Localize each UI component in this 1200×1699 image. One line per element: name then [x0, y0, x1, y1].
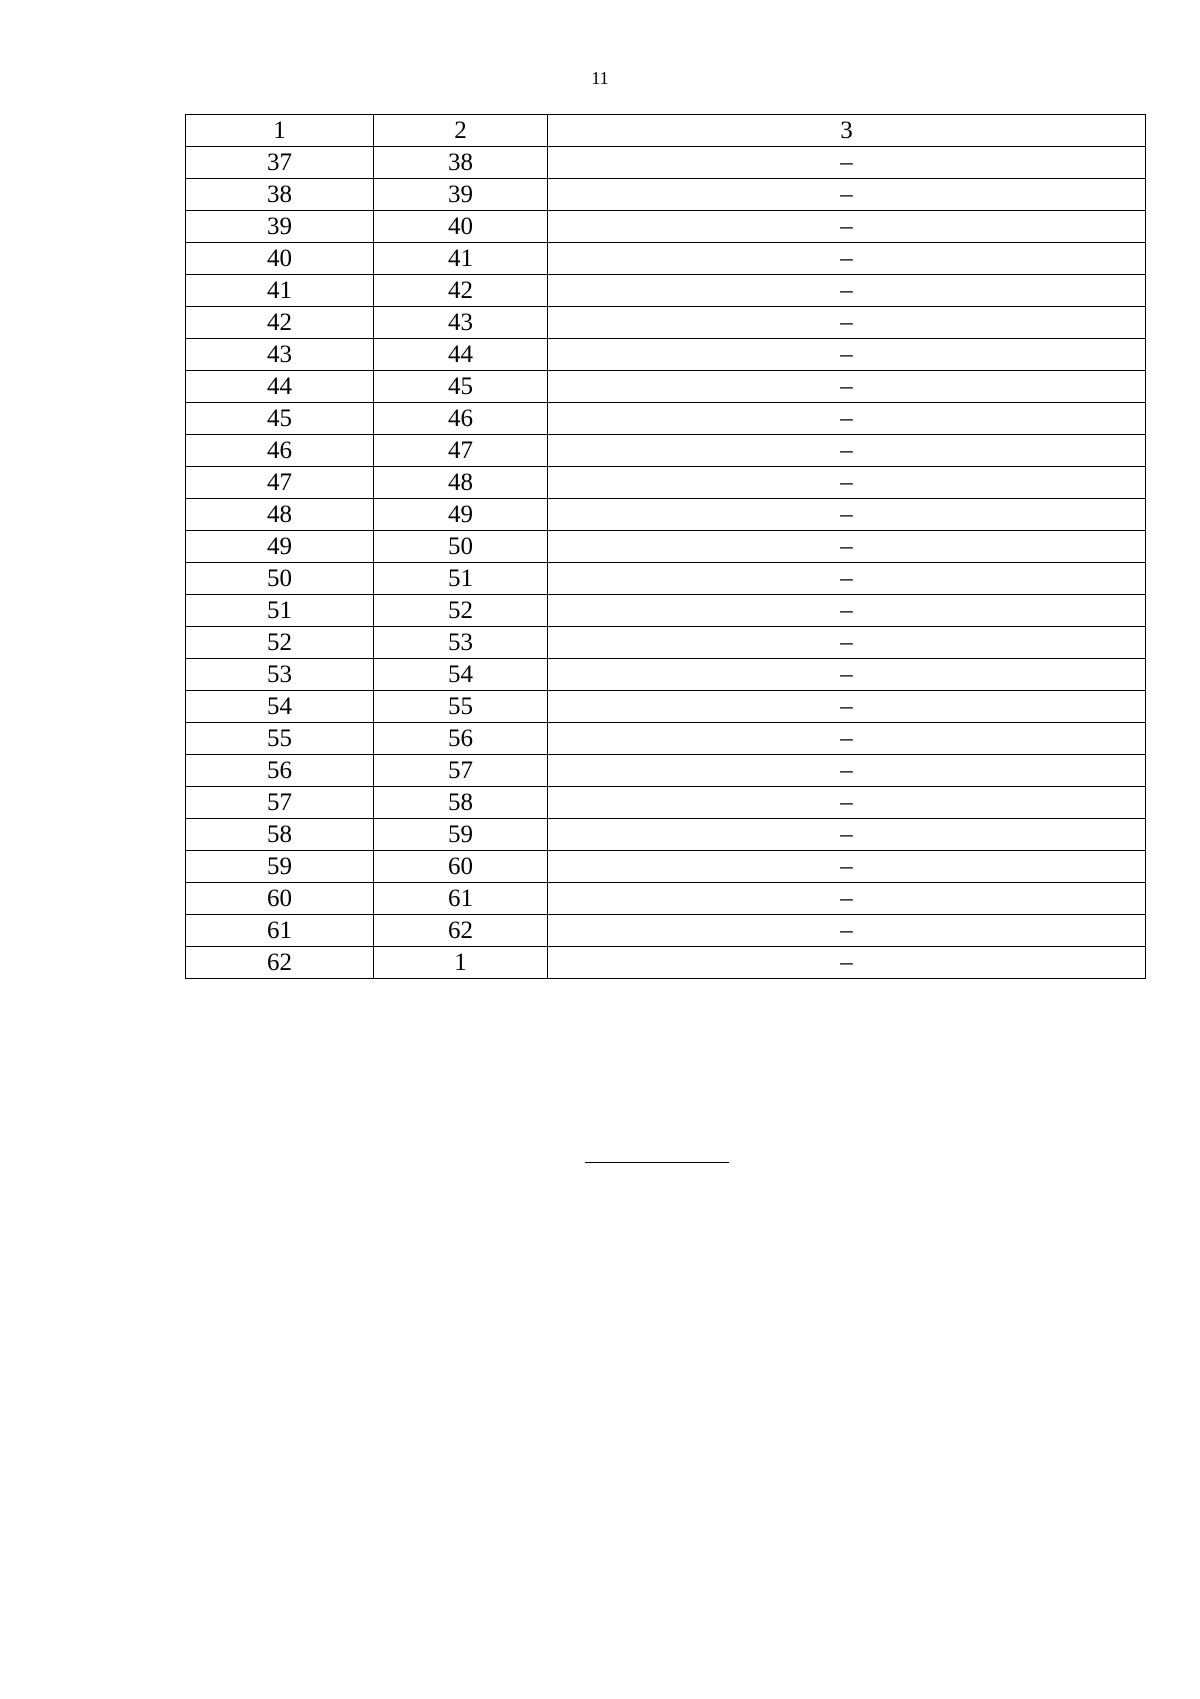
table-cell-col-1: 38: [186, 179, 374, 211]
table-cell-col-3: –: [548, 275, 1146, 307]
table-cell-col-2: 1: [374, 947, 548, 979]
table-cell-col-3: –: [548, 595, 1146, 627]
table-cell-col-3: –: [548, 563, 1146, 595]
table-cell-col-1: 53: [186, 659, 374, 691]
table-row: [186, 691, 1146, 723]
table-cell-col-3: –: [548, 819, 1146, 851]
table-cell-col-1: 52: [186, 627, 374, 659]
table-cell-col-2: 50: [374, 531, 548, 563]
table-cell-col-1: 57: [186, 787, 374, 819]
table-cell-col-3: –: [548, 499, 1146, 531]
column-header-1: 1: [186, 115, 374, 147]
table-row: [186, 371, 1146, 403]
table-row: [186, 531, 1146, 563]
table-cell-col-1: 56: [186, 755, 374, 787]
table-cell-col-3: –: [548, 883, 1146, 915]
table-cell-col-1: 42: [186, 307, 374, 339]
table-row: [186, 339, 1146, 371]
table-row: [186, 947, 1146, 979]
table-row: [186, 627, 1146, 659]
table-cell-col-2: 45: [374, 371, 548, 403]
table-cell-col-1: 48: [186, 499, 374, 531]
table-cell-col-1: 51: [186, 595, 374, 627]
table-cell-col-3: –: [548, 211, 1146, 243]
table-cell-col-1: 58: [186, 819, 374, 851]
table-cell-col-1: 43: [186, 339, 374, 371]
table-cell-col-2: 39: [374, 179, 548, 211]
table-cell-col-3: –: [548, 403, 1146, 435]
end-of-document-rule: [585, 1162, 729, 1163]
table-row: [186, 915, 1146, 947]
table-cell-col-1: 54: [186, 691, 374, 723]
table-cell-col-2: 48: [374, 467, 548, 499]
table-cell-col-3: –: [548, 307, 1146, 339]
table-cell-col-1: 60: [186, 883, 374, 915]
table-row: [186, 435, 1146, 467]
table-cell-col-1: 49: [186, 531, 374, 563]
table-row: [186, 787, 1146, 819]
table-cell-col-1: 45: [186, 403, 374, 435]
data-table: [185, 114, 1146, 979]
table-row: [186, 179, 1146, 211]
table-cell-col-2: 38: [374, 147, 548, 179]
table-cell-col-1: 50: [186, 563, 374, 595]
table-row: [186, 499, 1146, 531]
table-cell-col-2: 56: [374, 723, 548, 755]
table-cell-col-3: –: [548, 243, 1146, 275]
table-cell-col-2: 44: [374, 339, 548, 371]
table-cell-col-2: 61: [374, 883, 548, 915]
table-cell-col-3: –: [548, 659, 1146, 691]
table-cell-col-3: –: [548, 947, 1146, 979]
table-header-row: [186, 115, 1146, 147]
table-cell-col-2: 42: [374, 275, 548, 307]
table-row: [186, 659, 1146, 691]
table-cell-col-2: 54: [374, 659, 548, 691]
table-cell-col-2: 53: [374, 627, 548, 659]
table-row: [186, 147, 1146, 179]
table-cell-col-3: –: [548, 851, 1146, 883]
table-cell-col-2: 57: [374, 755, 548, 787]
table-cell-col-1: 47: [186, 467, 374, 499]
table-cell-col-1: 41: [186, 275, 374, 307]
table-cell-col-2: 47: [374, 435, 548, 467]
table-cell-col-1: 46: [186, 435, 374, 467]
table-row: [186, 403, 1146, 435]
table-row: [186, 819, 1146, 851]
table-cell-col-3: –: [548, 147, 1146, 179]
table-cell-col-3: –: [548, 339, 1146, 371]
table-cell-col-2: 43: [374, 307, 548, 339]
page-number: 11: [591, 68, 609, 88]
table-cell-col-2: 52: [374, 595, 548, 627]
table-cell-col-3: –: [548, 691, 1146, 723]
table-cell-col-1: 39: [186, 211, 374, 243]
table-row: [186, 755, 1146, 787]
table-cell-col-2: 41: [374, 243, 548, 275]
column-header-2: 2: [374, 115, 548, 147]
table-cell-col-2: 59: [374, 819, 548, 851]
table-row: [186, 723, 1146, 755]
table-cell-col-2: 46: [374, 403, 548, 435]
table-cell-col-3: –: [548, 531, 1146, 563]
column-header-3: 3: [548, 115, 1146, 147]
table-cell-col-1: 44: [186, 371, 374, 403]
table-cell-col-2: 62: [374, 915, 548, 947]
table-row: [186, 883, 1146, 915]
table-cell-col-3: –: [548, 371, 1146, 403]
table-row: [186, 211, 1146, 243]
table-cell-col-2: 49: [374, 499, 548, 531]
table-cell-col-3: –: [548, 915, 1146, 947]
table-row: [186, 595, 1146, 627]
table-cell-col-1: 61: [186, 915, 374, 947]
table-cell-col-3: –: [548, 627, 1146, 659]
table-cell-col-3: –: [548, 467, 1146, 499]
table-cell-col-3: –: [548, 435, 1146, 467]
table-cell-col-3: –: [548, 723, 1146, 755]
table-cell-col-1: 62: [186, 947, 374, 979]
table-cell-col-1: 40: [186, 243, 374, 275]
table-row: [186, 275, 1146, 307]
table-cell-col-3: –: [548, 179, 1146, 211]
table-cell-col-1: 59: [186, 851, 374, 883]
table-cell-col-2: 40: [374, 211, 548, 243]
table-row: [186, 467, 1146, 499]
table-cell-col-3: –: [548, 755, 1146, 787]
table-cell-col-2: 55: [374, 691, 548, 723]
table-cell-col-1: 37: [186, 147, 374, 179]
table-cell-col-2: 60: [374, 851, 548, 883]
table-row: [186, 243, 1146, 275]
table-row: [186, 307, 1146, 339]
table-cell-col-2: 51: [374, 563, 548, 595]
table-row: [186, 563, 1146, 595]
table-cell-col-3: –: [548, 787, 1146, 819]
table-cell-col-2: 58: [374, 787, 548, 819]
table-cell-col-1: 55: [186, 723, 374, 755]
table-row: [186, 851, 1146, 883]
